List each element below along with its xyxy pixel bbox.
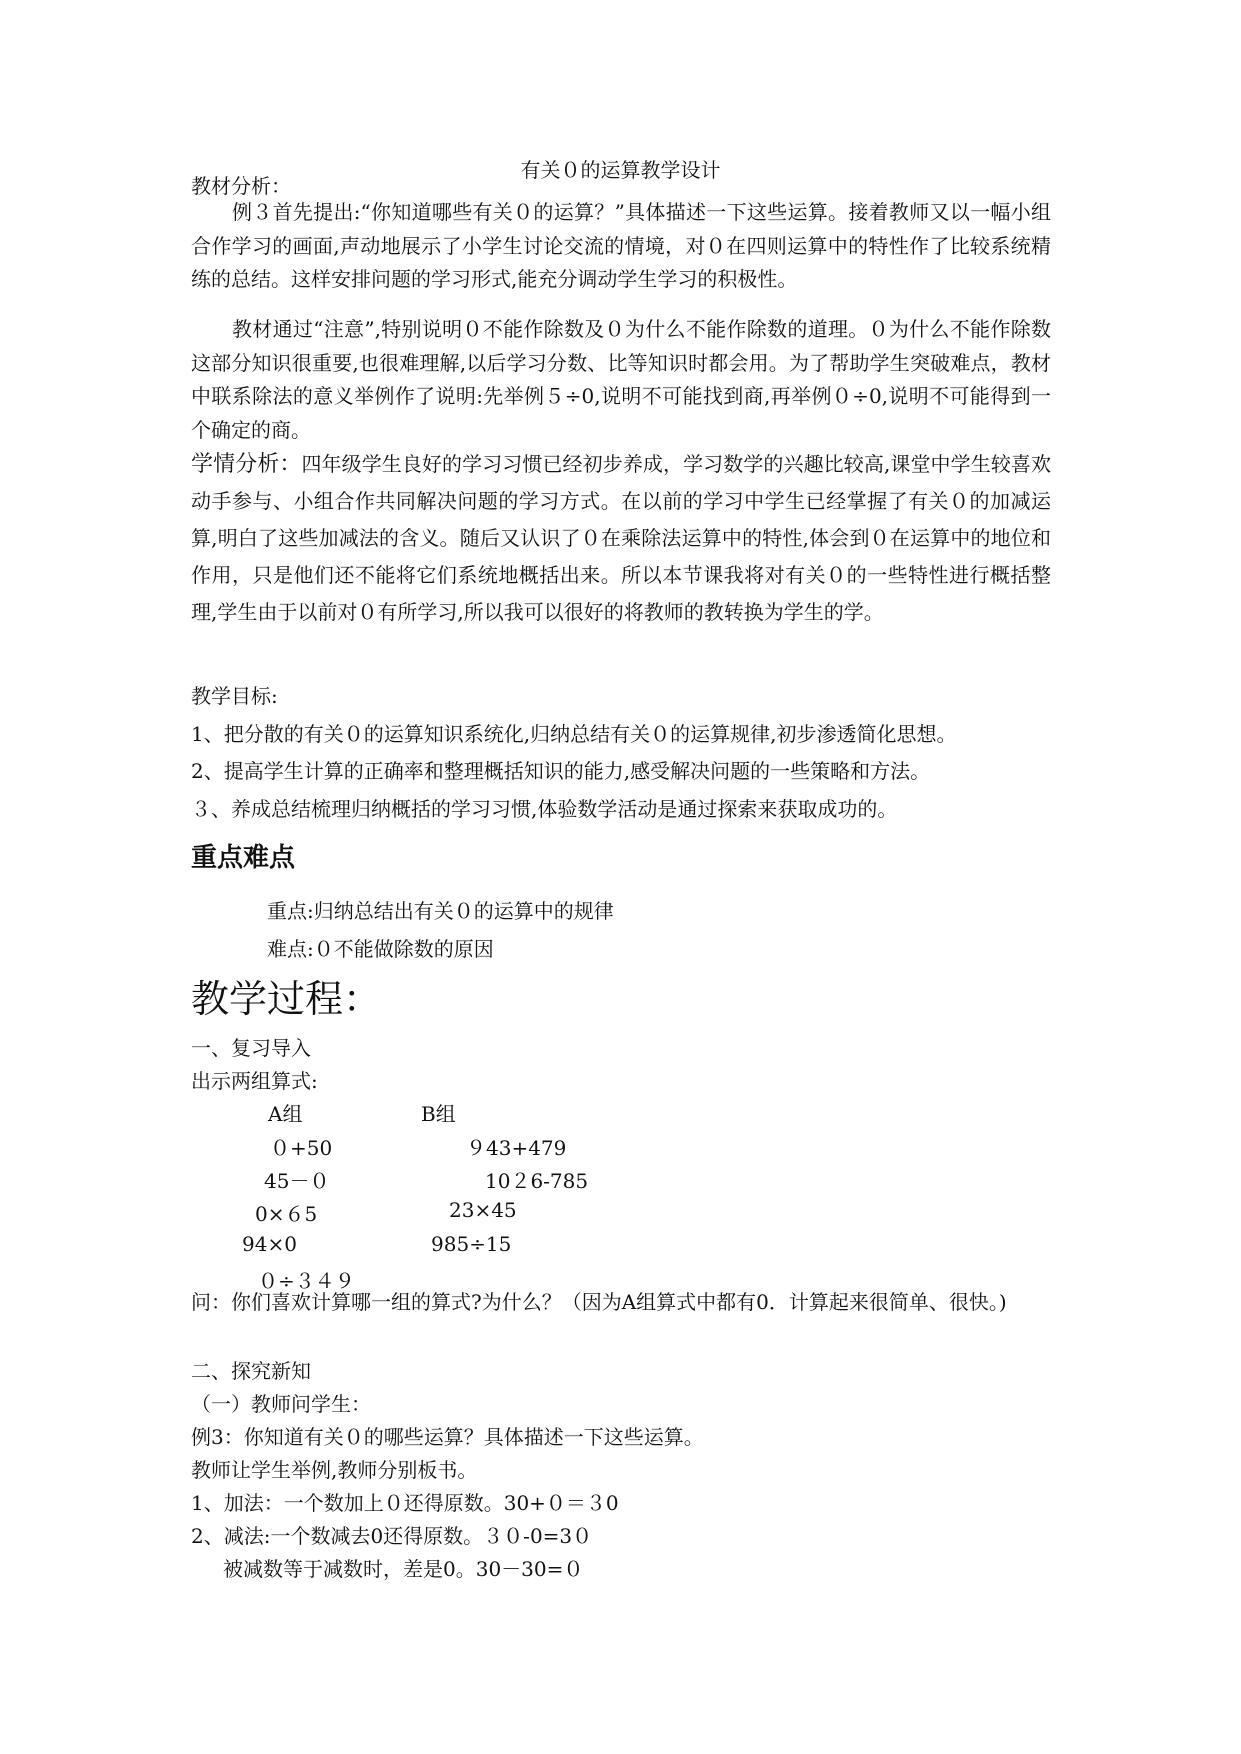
group-b-formula: 985÷15 (431, 1232, 512, 1256)
group-b-formula: ９43+479 (466, 1136, 567, 1160)
question-paragraph: 问：你们喜欢计算哪一组的算式?为什么？（因为A组算式中都有0．计算起来很简单、很快。) (191, 1290, 1007, 1314)
process-heading: 教学过程： (191, 977, 382, 1021)
objectives-heading: 教学目标: (191, 684, 278, 708)
section-explore-heading: 二、探究新知 (191, 1359, 311, 1383)
example-line: 例3：你知道有关０的哪些运算？具体描述一下这些运算。 (191, 1425, 704, 1449)
group-a-label: A组 (268, 1102, 303, 1126)
group-a-formula: 0×６5 (255, 1202, 318, 1226)
textbook-analysis-paragraph-1: 例３首先提出:“你知道哪些有关０的运算？”具体描述一下这些运算。接着教师又以一幅小组合作学习的画面,声动地展示了小学生讨论交流的情境，对０在四则运算中的特性作了比较系统精练的总结。这样安排问题的学习形式,能充分调动学生学习的积极性。 (191, 200, 1051, 291)
section-review-heading: 一、复习导入 (191, 1036, 311, 1060)
key-point-focus: 重点:归纳总结出有关０的运算中的规律 (267, 899, 614, 923)
group-b-formula: 10２6-785 (485, 1169, 589, 1193)
key-point-difficulty: 难点:０不能做除数的原因 (267, 937, 494, 961)
textbook-analysis-heading: 教材分析： (191, 174, 291, 198)
group-a-formula: 94×0 (242, 1232, 297, 1256)
textbook-analysis-paragraph-2: 教材通过“注意”,特别说明０不能作除数及０为什么不能作除数的道理。０为什么不能作除数这部分知识很重要,也很难理解,以后学习分数、比等知识时都会用。为了帮助学生突破难点，教材中联系除法的意义举例作了说明:先举例５÷0,说明不可能找到商,再举例０÷0,说明不可能得到一个确定的商。 (191, 317, 1051, 442)
group-b-formula: 23×45 (449, 1198, 517, 1222)
show-formulas-line: 出示两组算式: (191, 1069, 318, 1093)
learner-analysis-paragraph (191, 446, 1051, 631)
learner-analysis-body: 四年级学生良好的学习习惯已经初步养成，学习数学的兴趣比较高,课堂中学生较喜欢动手参与、小组合作共同解决问题的学习方式。在以前的学习中学生已经掌握了有关０的加减运算,明白了这些加减法的含义。随后又认识了０在乘除法运算中的特性,体会到０在运算中的地位和作用，只是他们还不能将它们系统地概括出来。所以本节课我将对有关０的一些特性进行概括整理,学生由于以前对０有所学习,所以我可以很好的将教师的教转换为学生的学。 (191, 452, 1051, 624)
teacher-line: 教师让学生举例,教师分别板书。 (191, 1458, 478, 1482)
key-points-heading: 重点难点 (191, 843, 296, 873)
addition-rule: 1、加法：一个数加上０还得原数。30+０＝３0 (191, 1491, 619, 1515)
objective-item: 2、提高学生计算的正确率和整理概括知识的能力,感受解决问题的一些策略和方法。 (191, 759, 931, 783)
objective-item: 1、把分散的有关０的运算知识系统化,归纳总结有关０的运算规律,初步渗透简化思想。 (191, 722, 957, 746)
subtraction-note: 被减数等于减数时，差是0。30－30=０ (223, 1557, 584, 1581)
document-title: 有关０的运算教学设计 (520, 158, 721, 182)
objective-item: ３、养成总结梳理归纳概括的学习习惯,体验数学活动是通过探索来获取成功的。 (191, 797, 898, 821)
group-a-formula: 45－０ (264, 1169, 330, 1193)
group-a-formula: ０+50 (270, 1136, 333, 1160)
group-a-formula: ０÷３４９ (258, 1269, 355, 1293)
group-b-label: B组 (421, 1102, 456, 1126)
learner-analysis-heading: 学情分析： (191, 452, 302, 477)
subtraction-rule: 2、减法:一个数减去0还得原数。３０-0=3０ (191, 1524, 593, 1548)
subsection-heading: （一）教师问学生： (191, 1392, 371, 1416)
